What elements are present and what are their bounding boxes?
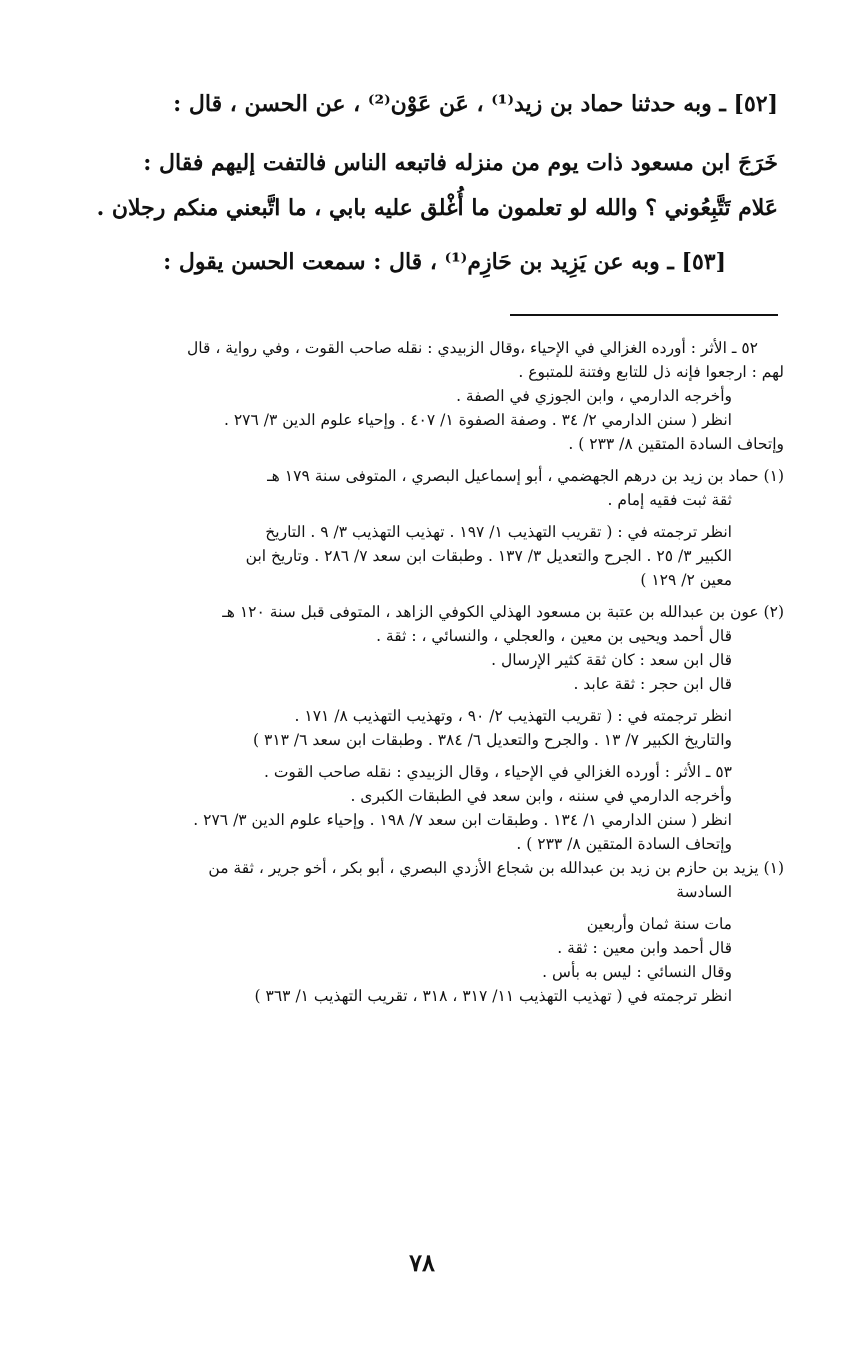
footnote-line: لهم : ارجعوا فإنه ذل للتابع وفتنة للمتبوع . [518, 363, 784, 381]
footnote-line: ٥٣ ـ الأثر : أورده الغزالي في الإحياء ، وقال الزبيدي : نقله صاحب القوت . [263, 763, 732, 781]
page-number: ٧٨ [409, 1248, 435, 1277]
main-line: [٥٢] ـ وبه حدثنا حماد بن زيد⁽¹⁾ ، عَن عَوْن⁽²⁾ ، عن الحسن ، قال : [173, 91, 778, 117]
footnote-line: انظر ترجمته في ( تهذيب التهذيب ١١/ ٣١٧ ، ٣١٨ ، تقريب التهذيب ١/ ٣٦٣ ) [254, 987, 732, 1005]
footnote-line: انظر ( سنن الدارمي ١/ ١٣٤ . وطبقات ابن سعد ٧/ ١٩٨ . وإحياء علوم الدين ٣/ ٢٧٦ . [193, 811, 732, 829]
main-line: خَرَجَ ابن مسعود ذات يوم من منزله فاتبعه الناس فالتفت إليهم فقال : [143, 150, 778, 176]
main-line: [٥٣] ـ وبه عن يَزِيد بن حَازِم⁽¹⁾ ، قال : سمعت الحسن يقول : [163, 249, 726, 275]
footnote-line: الكبير ٣/ ٢٥ . الجرح والتعديل ٣/ ١٣٧ . وطبقات ابن سعد ٧/ ٢٨٦ . وتاريخ ابن [245, 547, 732, 565]
footnote-line: وإتحاف السادة المتقين ٨/ ٢٣٣ ) . [516, 835, 732, 853]
footnote-line: وأخرجه الدارمي في سننه ، وابن سعد في الطبقات الكبرى . [350, 787, 732, 805]
footnote-separator [510, 314, 778, 316]
footnotes [66, 336, 784, 1008]
footnote-line: معين ٢/ ١٢٩ ) [640, 571, 732, 589]
main-text [60, 78, 778, 288]
footnote-line: السادسة [676, 883, 732, 901]
footnote-line: ٥٢ ـ الأثر : أورده الغزالي في الإحياء ،وقال الزبيدي : نقله صاحب القوت ، وفي رواية ، قال [187, 339, 758, 357]
footnote-line: قال ابن حجر : ثقة عابد . [573, 675, 732, 693]
footnote-line: انظر ترجمته في : ( تقريب التهذيب ١/ ١٩٧ . تهذيب التهذيب ٣/ ٩ . التاريخ [265, 523, 732, 541]
footnote-line: انظر ترجمته في : ( تقريب التهذيب ٢/ ٩٠ ، وتهذيب التهذيب ٨/ ١٧١ . [294, 707, 732, 725]
footnote-line: قال ابن سعد : كان ثقة كثير الإرسال . [491, 651, 732, 669]
footnote-line: وقال النسائي : ليس به بأس . [542, 963, 732, 981]
footnote-line: وأخرجه الدارمي ، وابن الجوزي في الصفة . [456, 387, 732, 405]
main-line: عَلام تَتَّبِعُوني ؟ والله لو تعلمون ما أُغْلق عليه بابي ، ما اتَّبعني منكم رجلان . [96, 195, 778, 221]
footnote-line: قال أحمد وابن معين : ثقة . [557, 939, 732, 957]
footnote-line: مات سنة ثمان وأربعين [586, 915, 732, 933]
footnote-line: (١) حماد بن زيد بن درهم الجهضمي ، أبو إسماعيل البصري ، المتوفى سنة ١٧٩ هـ [267, 467, 784, 485]
footnote-line: انظر ( سنن الدارمي ٢/ ٣٤ . وصفة الصفوة ١/ ٤٠٧ . وإحياء علوم الدين ٣/ ٢٧٦ . [224, 411, 732, 429]
footnote-line: (٢) عون بن عبدالله بن عتبة بن مسعود الهذلي الكوفي الزاهد ، المتوفى قبل سنة ١٢٠ هـ [222, 603, 784, 621]
footnote-line: (١) يزيد بن حازم بن زيد بن عبدالله بن شجاع الأزدي البصري ، أبو بكر ، أخو جرير ، ثقة من [208, 859, 784, 877]
footnote-line: قال أحمد ويحيى بن معين ، والعجلي ، والنسائي ، : ثقة . [376, 627, 732, 645]
footnote-line: ثقة ثبت فقيه إمام . [607, 491, 732, 509]
footnote-line: وإتحاف السادة المتقين ٨/ ٢٣٣ ) . [568, 435, 784, 453]
footnote-line: والتاريخ الكبير ٧/ ١٣ . والجرح والتعديل ٦/ ٣٨٤ . وطبقات ابن سعد ٦/ ٣١٣ ) [253, 731, 732, 749]
